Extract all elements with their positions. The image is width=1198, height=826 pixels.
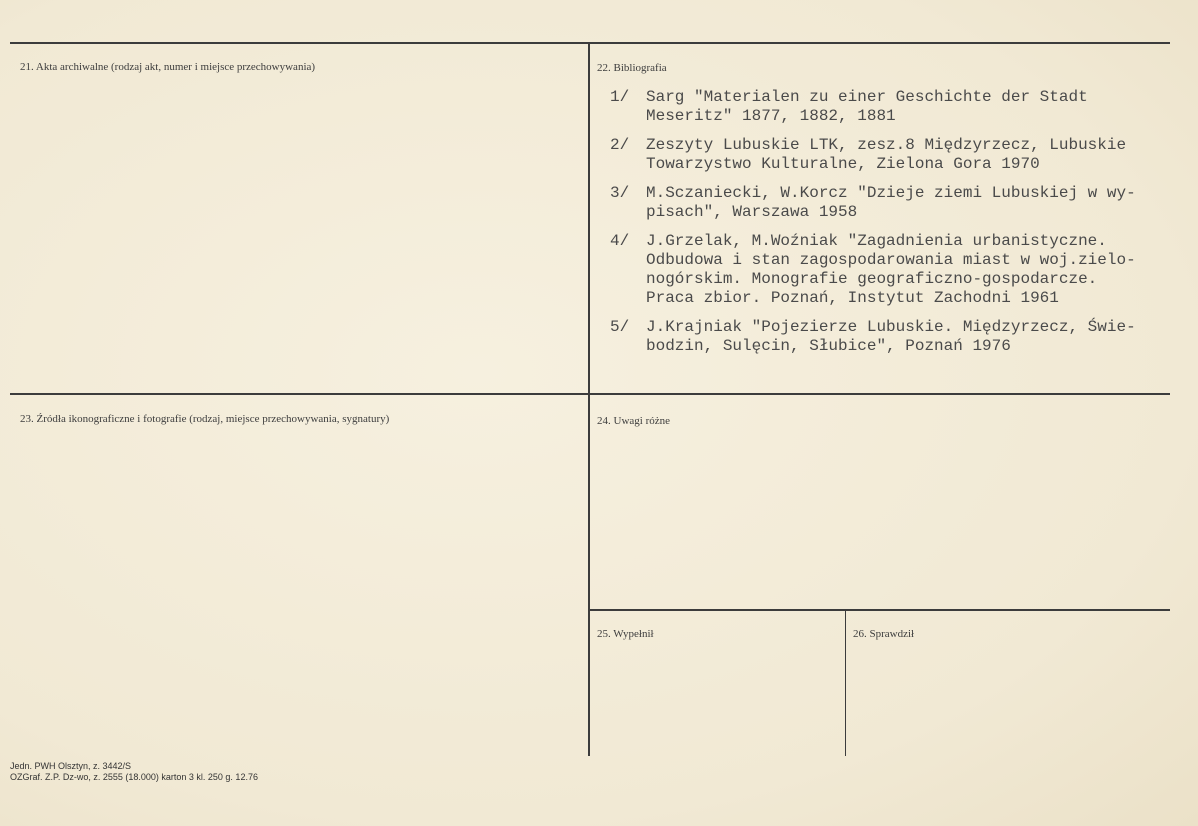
field-21-label: 21. Akta archiwalne (rodzaj akt, numer i miejsce przechowywania) [20,61,316,73]
bibliography-entry-number: 4/ [610,232,630,250]
middle-horizontal-rule [10,393,1170,395]
imprint-line-2: OZGraf. Z.P. Dz-wo, z. 2555 (18.000) karton 3 kl. 250 g. 12.76 [10,772,258,782]
field-26-label: 26. Sprawdził [853,628,915,640]
bibliography-entry-text: J.Krajniak "Pojezierze Lubuskie. Międzyrzecz, Świe- bodzin, Sulęcin, Słubice", Poznań 1976 [646,318,1136,355]
center-vertical-rule [588,44,590,756]
bibliography-entry-text: M.Sczaniecki, W.Korcz "Dzieje ziemi Lubuskiej w wy- pisach", Warszawa 1958 [646,184,1136,221]
bibliography-entry-number: 5/ [610,318,630,336]
top-rule [10,42,1170,44]
field-25-label: 25. Wypełnił [597,628,654,640]
bibliography-entry [610,232,1190,308]
bibliography-entry-text: Zeszyty Lubuskie LTK, zesz.8 Międzyrzecz, Lubuskie Towarzystwo Kulturalne, Zielona Gora 1970 [646,136,1127,173]
bibliography-entry-number: 1/ [610,88,630,106]
bibliography-list [610,88,1190,366]
field-23-label: 23. Źródła ikonograficzne i fotografie (rodzaj, miejsce przechowywania, sygnatury) [20,413,390,425]
bibliography-entry [610,184,1190,222]
bibliography-entry-text: J.Grzelak, M.Woźniak "Zagadnienia urbanistyczne. Odbudowa i stan zagospodarowania miast w woj.zielo- nogórskim. Monografie geograficzno-gospodarcze. Praca zbior. Poznań, Instytut Zachodni 1961 [646,232,1136,307]
bibliography-entry-number: 3/ [610,184,630,202]
print-imprint [10,761,258,783]
field-24-label: 24. Uwagi różne [597,415,671,427]
bibliography-entry-number: 2/ [610,136,630,154]
imprint-line-1: Jedn. PWH Olsztyn, z. 3442/S [10,761,132,771]
bibliography-entry [610,318,1190,356]
bibliography-entry [610,88,1190,126]
field-22-label: 22. Bibliografia [597,62,667,74]
bibliography-entry-text: Sarg "Materialen zu einer Geschichte der Stadt Meseritz" 1877, 1882, 1881 [646,88,1088,125]
right-lower-rule [590,609,1170,611]
bibliography-entry [610,136,1190,174]
signature-divider-rule [845,611,846,756]
